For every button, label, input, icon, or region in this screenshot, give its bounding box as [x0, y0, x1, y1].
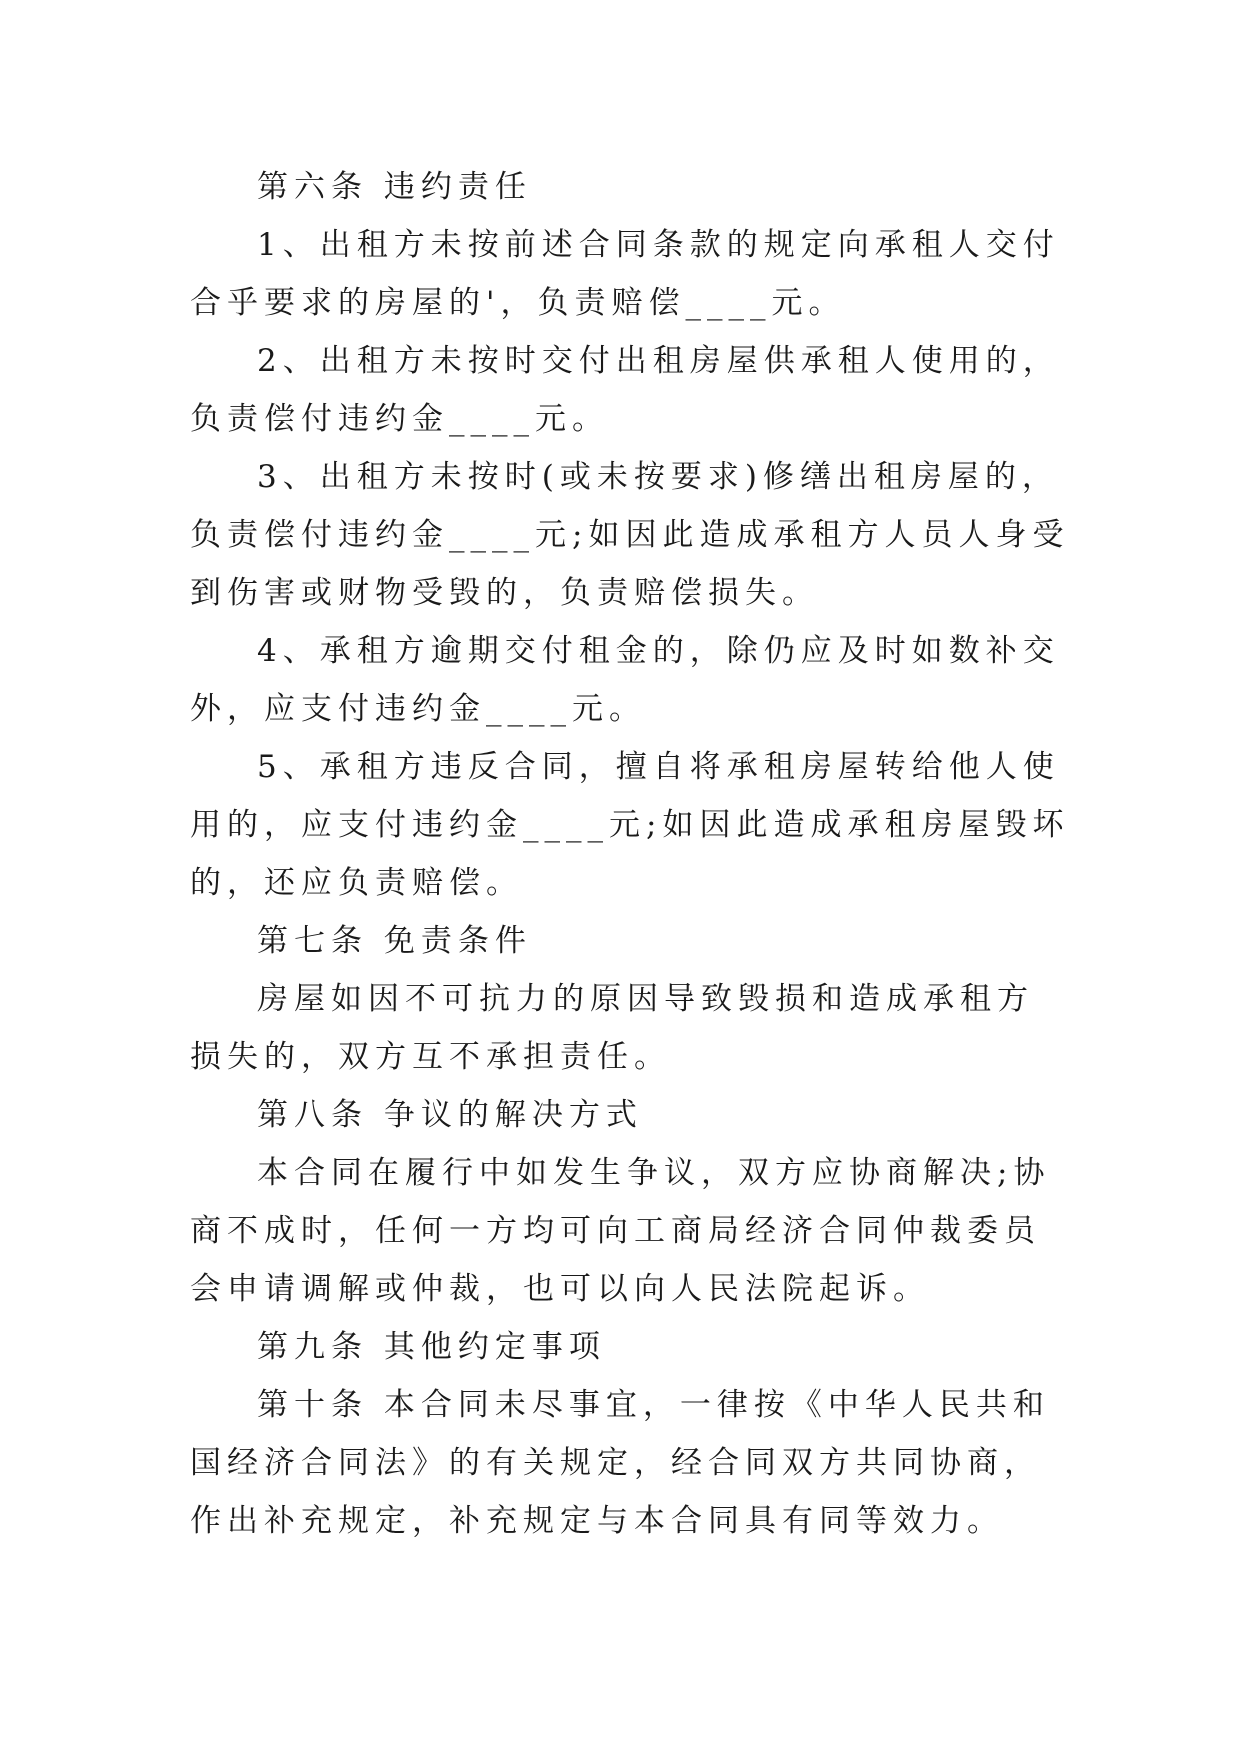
article-6-clause-5: 5、承租方违反合同，擅自将承租房屋转给他人使用的，应支付违约金____元;如因此造成承租房屋毁坏的，还应负责赔偿。	[190, 749, 1070, 901]
article-10-body: 第十条 本合同未尽事宜，一律按《中华人民共和国经济合同法》的有关规定，经合同双方共同协商，作出补充规定，补充规定与本合同具有同等效力。	[190, 1387, 1050, 1539]
article-7-body: 房屋如因不可抗力的原因导致毁损和造成承租方损失的，双方互不承担责任。	[190, 981, 1034, 1075]
article-6-clause-3: 3、出租方未按时(或未按要求)修缮出租房屋的，负责偿付违约金____元;如因此造成承租方人员人身受到伤害或财物受毁的，负责赔偿损失。	[190, 459, 1070, 611]
article-7-heading: 第七条 免责条件	[257, 923, 532, 959]
article-6-heading: 第六条 违约责任	[257, 169, 532, 205]
article-6-clause-4: 4、承租方逾期交付租金的，除仍应及时如数补交外，应支付违约金____元。	[190, 633, 1060, 727]
article-6-clause-1: 1、出租方未按前述合同条款的规定向承租人交付合乎要求的房屋的'，负责赔偿____元。	[190, 227, 1060, 321]
article-8-body: 本合同在履行中如发生争议，双方应协商解决;协商不成时，任何一方均可向工商局经济合同仲裁委员会申请调解或仲裁，也可以向人民法院起诉。	[190, 1155, 1051, 1307]
article-6-clause-2: 2、出租方未按时交付出租房屋供承租人使用的，负责偿付违约金____元。	[190, 343, 1060, 437]
article-8-heading: 第八条 争议的解决方式	[257, 1097, 643, 1133]
article-9-heading: 第九条 其他约定事项	[257, 1329, 606, 1365]
document-body	[190, 158, 1070, 1550]
